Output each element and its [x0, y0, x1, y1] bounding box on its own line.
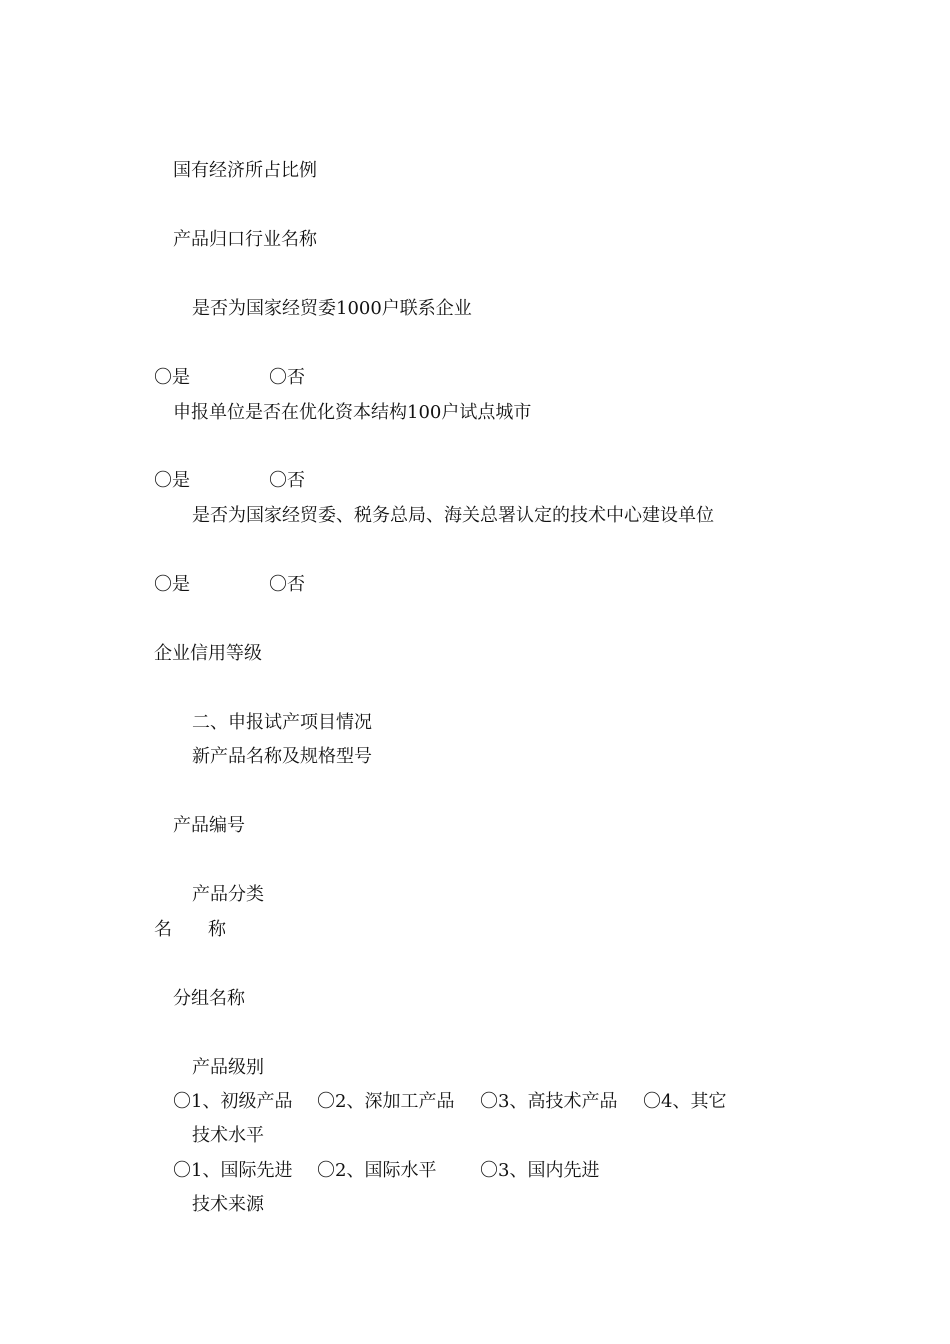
credit-rating-label: 企业信用等级 [154, 643, 262, 664]
section-two-title: 二、申报试产项目情况 [192, 712, 372, 733]
product-level-option-3[interactable]: 〇3、高技术产品 [480, 1091, 618, 1112]
tech-source-label: 技术来源 [192, 1194, 264, 1215]
state-economy-ratio-label: 国有经济所占比例 [173, 160, 317, 181]
tech-level-option-1[interactable]: 〇1、国际先进 [173, 1160, 293, 1181]
q2-yes-option[interactable]: 〇是 [154, 470, 190, 491]
question-tech-center: 是否为国家经贸委、税务总局、海关总署认定的技术中心建设单位 [192, 505, 714, 526]
q2-no-option[interactable]: 〇否 [269, 470, 305, 491]
product-level-option-2[interactable]: 〇2、深加工产品 [317, 1091, 455, 1112]
product-level-option-1[interactable]: 〇1、初级产品 [173, 1091, 293, 1112]
tech-level-option-3[interactable]: 〇3、国内先进 [480, 1160, 600, 1181]
q3-no-option[interactable]: 〇否 [269, 574, 305, 595]
q1-yes-option[interactable]: 〇是 [154, 367, 190, 388]
new-product-name-label: 新产品名称及规格型号 [192, 746, 372, 767]
name-label: 名 称 [154, 919, 226, 940]
tech-level-label: 技术水平 [192, 1125, 264, 1146]
q3-yes-option[interactable]: 〇是 [154, 574, 190, 595]
question-1000-enterprise: 是否为国家经贸委1000户联系企业 [192, 298, 472, 319]
product-level-option-4[interactable]: 〇4、其它 [643, 1091, 727, 1112]
product-industry-name-label: 产品归口行业名称 [173, 229, 317, 250]
product-number-label: 产品编号 [173, 815, 245, 836]
question-100-pilot-city: 申报单位是否在优化资本结构100户试点城市 [173, 402, 532, 423]
group-name-label: 分组名称 [173, 988, 245, 1009]
product-category-label: 产品分类 [192, 884, 264, 905]
q1-no-option[interactable]: 〇否 [269, 367, 305, 388]
tech-level-option-2[interactable]: 〇2、国际水平 [317, 1160, 437, 1181]
product-level-label: 产品级别 [192, 1057, 264, 1078]
